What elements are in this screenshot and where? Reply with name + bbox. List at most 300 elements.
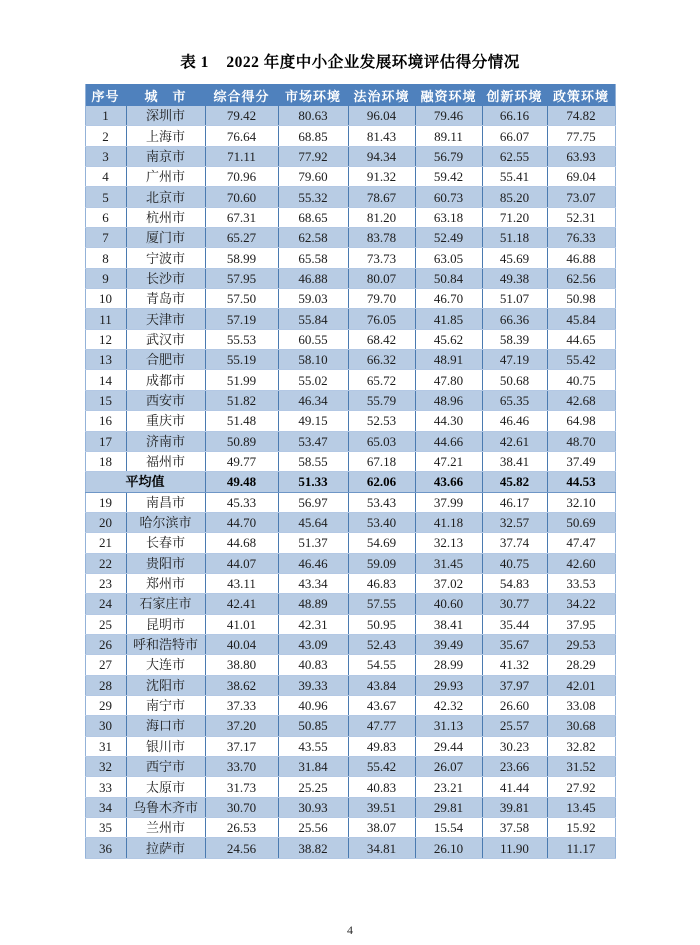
city-cell: 哈尔滨市 [126,512,205,532]
score-cell: 32.10 [547,492,615,512]
score-cell: 43.67 [348,695,415,715]
table-row [85,512,615,532]
city-cell: 贵阳市 [126,553,205,573]
score-cell: 96.04 [348,106,415,126]
score-cell: 52.31 [547,207,615,227]
rank-cell: 25 [85,614,126,634]
score-cell: 38.07 [348,818,415,838]
score-cell: 85.20 [482,187,547,207]
table-row [85,289,615,309]
rank-cell: 27 [85,655,126,675]
score-cell: 30.77 [482,594,547,614]
rank-cell: 11 [85,309,126,329]
score-cell: 34.81 [348,838,415,858]
score-cell: 26.53 [205,818,278,838]
score-cell: 54.69 [348,533,415,553]
table-row [85,757,615,777]
city-cell: 北京市 [126,187,205,207]
score-cell: 50.98 [547,289,615,309]
score-cell: 15.92 [547,818,615,838]
rank-cell: 35 [85,818,126,838]
score-table [85,84,616,859]
rank-cell: 10 [85,289,126,309]
city-cell: 合肥市 [126,350,205,370]
score-cell: 65.58 [278,248,348,268]
table-row [85,431,615,451]
rank-cell: 14 [85,370,126,390]
table-header-row [85,84,615,106]
score-cell: 68.65 [278,207,348,227]
score-cell: 64.98 [547,411,615,431]
table-row [85,126,615,146]
score-cell: 44.68 [205,533,278,553]
score-cell: 79.42 [205,106,278,126]
score-cell: 55.42 [348,757,415,777]
score-cell: 43.84 [348,675,415,695]
city-cell: 南宁市 [126,695,205,715]
table-row [85,309,615,329]
score-cell: 42.31 [278,614,348,634]
score-cell: 28.99 [415,655,482,675]
score-cell: 81.20 [348,207,415,227]
score-cell: 42.60 [547,553,615,573]
average-row [85,472,615,492]
score-cell: 42.01 [547,675,615,695]
score-cell: 40.96 [278,695,348,715]
table-row [85,411,615,431]
score-cell: 29.44 [415,736,482,756]
score-cell: 32.82 [547,736,615,756]
column-header: 政策环境 [547,84,615,106]
table-row [85,675,615,695]
score-cell: 11.90 [482,838,547,858]
score-cell: 27.92 [547,777,615,797]
score-cell: 45.33 [205,492,278,512]
table-row [85,492,615,512]
city-cell: 南昌市 [126,492,205,512]
score-cell: 44.07 [205,553,278,573]
score-cell: 55.41 [482,167,547,187]
score-cell: 42.32 [415,695,482,715]
score-cell: 51.99 [205,370,278,390]
score-cell: 62.56 [547,268,615,288]
score-cell: 39.49 [415,634,482,654]
score-cell: 68.85 [278,126,348,146]
rank-cell: 28 [85,675,126,695]
score-cell: 83.78 [348,228,415,248]
score-cell: 57.19 [205,309,278,329]
score-cell: 48.96 [415,390,482,410]
rank-cell: 6 [85,207,126,227]
score-cell: 48.70 [547,431,615,451]
rank-cell: 16 [85,411,126,431]
city-cell: 重庆市 [126,411,205,431]
score-cell: 51.48 [205,411,278,431]
city-cell: 深圳市 [126,106,205,126]
table-row [85,350,615,370]
score-cell: 46.88 [278,268,348,288]
rank-cell: 13 [85,350,126,370]
score-cell: 44.70 [205,512,278,532]
score-cell: 45.82 [482,472,547,492]
score-cell: 52.49 [415,228,482,248]
score-cell: 50.85 [278,716,348,736]
score-cell: 49.38 [482,268,547,288]
score-cell: 41.85 [415,309,482,329]
score-cell: 49.83 [348,736,415,756]
rank-cell: 19 [85,492,126,512]
score-cell: 25.57 [482,716,547,736]
city-cell: 郑州市 [126,573,205,593]
score-cell: 50.69 [547,512,615,532]
city-cell: 宁波市 [126,248,205,268]
score-cell: 31.13 [415,716,482,736]
rank-cell: 26 [85,634,126,654]
score-cell: 46.46 [482,411,547,431]
city-cell: 长春市 [126,533,205,553]
score-cell: 65.72 [348,370,415,390]
score-cell: 73.07 [547,187,615,207]
score-cell: 34.22 [547,594,615,614]
score-cell: 37.33 [205,695,278,715]
score-cell: 26.10 [415,838,482,858]
rank-cell: 20 [85,512,126,532]
table-row [85,777,615,797]
score-cell: 91.32 [348,167,415,187]
rank-cell: 15 [85,390,126,410]
score-cell: 40.60 [415,594,482,614]
score-cell: 25.56 [278,818,348,838]
rank-cell: 32 [85,757,126,777]
score-cell: 70.60 [205,187,278,207]
score-cell: 50.84 [415,268,482,288]
score-cell: 15.54 [415,818,482,838]
score-cell: 47.19 [482,350,547,370]
score-cell: 35.67 [482,634,547,654]
score-cell: 79.60 [278,167,348,187]
score-cell: 38.41 [482,451,547,471]
score-cell: 43.55 [278,736,348,756]
score-cell: 47.80 [415,370,482,390]
score-cell: 37.74 [482,533,547,553]
score-cell: 39.51 [348,797,415,817]
score-cell: 25.25 [278,777,348,797]
table-row [85,553,615,573]
score-cell: 55.84 [278,309,348,329]
score-cell: 42.68 [547,390,615,410]
score-cell: 40.83 [348,777,415,797]
city-cell: 武汉市 [126,329,205,349]
score-cell: 51.82 [205,390,278,410]
score-cell: 58.10 [278,350,348,370]
score-cell: 69.04 [547,167,615,187]
rank-cell: 18 [85,451,126,471]
score-cell: 35.44 [482,614,547,634]
score-cell: 79.46 [415,106,482,126]
score-cell: 54.83 [482,573,547,593]
rank-cell: 5 [85,187,126,207]
city-cell: 乌鲁木齐市 [126,797,205,817]
score-cell: 51.33 [278,472,348,492]
city-cell: 银川市 [126,736,205,756]
city-cell: 太原市 [126,777,205,797]
page-number: 4 [347,923,353,937]
rank-cell: 22 [85,553,126,573]
score-cell: 81.43 [348,126,415,146]
score-cell: 46.70 [415,289,482,309]
table-row [85,634,615,654]
table-row [85,390,615,410]
score-cell: 65.27 [205,228,278,248]
score-cell: 46.46 [278,553,348,573]
score-cell: 30.23 [482,736,547,756]
score-cell: 45.62 [415,329,482,349]
score-cell: 67.18 [348,451,415,471]
score-cell: 74.82 [547,106,615,126]
score-cell: 51.07 [482,289,547,309]
city-cell: 沈阳市 [126,675,205,695]
score-cell: 38.82 [278,838,348,858]
score-cell: 30.70 [205,797,278,817]
score-cell: 32.57 [482,512,547,532]
score-cell: 68.42 [348,329,415,349]
score-cell: 37.58 [482,818,547,838]
score-cell: 43.11 [205,573,278,593]
table-row [85,614,615,634]
score-cell: 43.34 [278,573,348,593]
score-cell: 58.55 [278,451,348,471]
score-cell: 59.09 [348,553,415,573]
score-cell: 48.89 [278,594,348,614]
score-cell: 42.41 [205,594,278,614]
score-cell: 37.20 [205,716,278,736]
table-row [85,329,615,349]
score-cell: 55.79 [348,390,415,410]
score-cell: 44.30 [415,411,482,431]
score-cell: 46.17 [482,492,547,512]
score-cell: 46.83 [348,573,415,593]
score-cell: 55.19 [205,350,278,370]
score-cell: 37.17 [205,736,278,756]
rank-cell: 36 [85,838,126,858]
score-cell: 66.36 [482,309,547,329]
city-cell: 上海市 [126,126,205,146]
score-cell: 76.64 [205,126,278,146]
city-cell: 长沙市 [126,268,205,288]
score-cell: 63.93 [547,146,615,166]
score-cell: 29.81 [415,797,482,817]
score-cell: 31.84 [278,757,348,777]
score-cell: 33.70 [205,757,278,777]
score-cell: 89.11 [415,126,482,146]
score-cell: 52.43 [348,634,415,654]
column-header: 市场环境 [278,84,348,106]
score-cell: 45.84 [547,309,615,329]
score-cell: 57.50 [205,289,278,309]
table-row [85,146,615,166]
score-cell: 38.80 [205,655,278,675]
score-cell: 33.53 [547,573,615,593]
score-cell: 62.06 [348,472,415,492]
average-label-cell: 平均值 [85,472,205,492]
column-header: 创新环境 [482,84,547,106]
rank-cell: 34 [85,797,126,817]
score-cell: 45.64 [278,512,348,532]
score-cell: 40.04 [205,634,278,654]
score-cell: 26.60 [482,695,547,715]
score-cell: 59.42 [415,167,482,187]
rank-cell: 24 [85,594,126,614]
score-cell: 71.20 [482,207,547,227]
score-cell: 31.45 [415,553,482,573]
score-cell: 52.53 [348,411,415,431]
score-cell: 31.52 [547,757,615,777]
column-header: 法治环境 [348,84,415,106]
table-row [85,228,615,248]
table-row [85,167,615,187]
score-cell: 41.44 [482,777,547,797]
column-header: 融资环境 [415,84,482,106]
rank-cell: 9 [85,268,126,288]
score-cell: 32.13 [415,533,482,553]
city-cell: 福州市 [126,451,205,471]
score-cell: 56.79 [415,146,482,166]
score-cell: 71.11 [205,146,278,166]
rank-cell: 21 [85,533,126,553]
table-row [85,818,615,838]
city-cell: 昆明市 [126,614,205,634]
table-row [85,268,615,288]
score-cell: 50.68 [482,370,547,390]
score-cell: 38.62 [205,675,278,695]
score-cell: 63.18 [415,207,482,227]
score-cell: 29.53 [547,634,615,654]
score-cell: 26.07 [415,757,482,777]
score-cell: 47.47 [547,533,615,553]
score-cell: 57.55 [348,594,415,614]
table-row [85,370,615,390]
table-row [85,106,615,126]
score-cell: 59.03 [278,289,348,309]
rank-cell: 3 [85,146,126,166]
score-cell: 46.88 [547,248,615,268]
score-cell: 33.08 [547,695,615,715]
score-cell: 80.07 [348,268,415,288]
table-row [85,838,615,858]
table-row [85,594,615,614]
score-cell: 79.70 [348,289,415,309]
score-cell: 40.75 [547,370,615,390]
score-cell: 50.89 [205,431,278,451]
rank-cell: 4 [85,167,126,187]
score-cell: 60.55 [278,329,348,349]
city-cell: 广州市 [126,167,205,187]
table-row [85,248,615,268]
score-cell: 37.99 [415,492,482,512]
score-cell: 42.61 [482,431,547,451]
rank-cell: 2 [85,126,126,146]
score-cell: 60.73 [415,187,482,207]
table-row [85,451,615,471]
column-header: 综合得分 [205,84,278,106]
score-cell: 48.91 [415,350,482,370]
score-cell: 28.29 [547,655,615,675]
score-cell: 94.34 [348,146,415,166]
rank-cell: 8 [85,248,126,268]
rank-cell: 31 [85,736,126,756]
score-cell: 58.39 [482,329,547,349]
table-row [85,655,615,675]
score-cell: 44.66 [415,431,482,451]
table-row [85,736,615,756]
rank-cell: 17 [85,431,126,451]
score-cell: 53.40 [348,512,415,532]
score-cell: 40.75 [482,553,547,573]
score-cell: 62.55 [482,146,547,166]
score-cell: 37.02 [415,573,482,593]
city-cell: 成都市 [126,370,205,390]
city-cell: 杭州市 [126,207,205,227]
score-cell: 49.48 [205,472,278,492]
score-cell: 76.33 [547,228,615,248]
city-cell: 海口市 [126,716,205,736]
score-cell: 66.07 [482,126,547,146]
score-cell: 40.83 [278,655,348,675]
score-cell: 44.53 [547,472,615,492]
score-cell: 31.73 [205,777,278,797]
city-cell: 呼和浩特市 [126,634,205,654]
score-cell: 66.16 [482,106,547,126]
score-cell: 67.31 [205,207,278,227]
score-cell: 78.67 [348,187,415,207]
score-cell: 39.81 [482,797,547,817]
score-cell: 76.05 [348,309,415,329]
score-cell: 66.32 [348,350,415,370]
rank-cell: 12 [85,329,126,349]
table-row [85,573,615,593]
score-cell: 47.21 [415,451,482,471]
score-cell: 53.43 [348,492,415,512]
score-cell: 37.97 [482,675,547,695]
score-cell: 58.99 [205,248,278,268]
score-cell: 23.66 [482,757,547,777]
city-cell: 西宁市 [126,757,205,777]
score-cell: 63.05 [415,248,482,268]
table-row [85,716,615,736]
city-cell: 西安市 [126,390,205,410]
score-cell: 41.01 [205,614,278,634]
city-cell: 南京市 [126,146,205,166]
score-cell: 77.75 [547,126,615,146]
score-cell: 13.45 [547,797,615,817]
score-cell: 55.53 [205,329,278,349]
score-cell: 46.34 [278,390,348,410]
rank-cell: 7 [85,228,126,248]
rank-cell: 30 [85,716,126,736]
score-cell: 50.95 [348,614,415,634]
table-row [85,695,615,715]
column-header: 序号 [85,84,126,106]
score-cell: 41.32 [482,655,547,675]
score-cell: 30.68 [547,716,615,736]
score-cell: 65.35 [482,390,547,410]
score-cell: 37.49 [547,451,615,471]
rank-cell: 1 [85,106,126,126]
city-cell: 青岛市 [126,289,205,309]
score-cell: 55.32 [278,187,348,207]
city-cell: 济南市 [126,431,205,451]
score-cell: 23.21 [415,777,482,797]
